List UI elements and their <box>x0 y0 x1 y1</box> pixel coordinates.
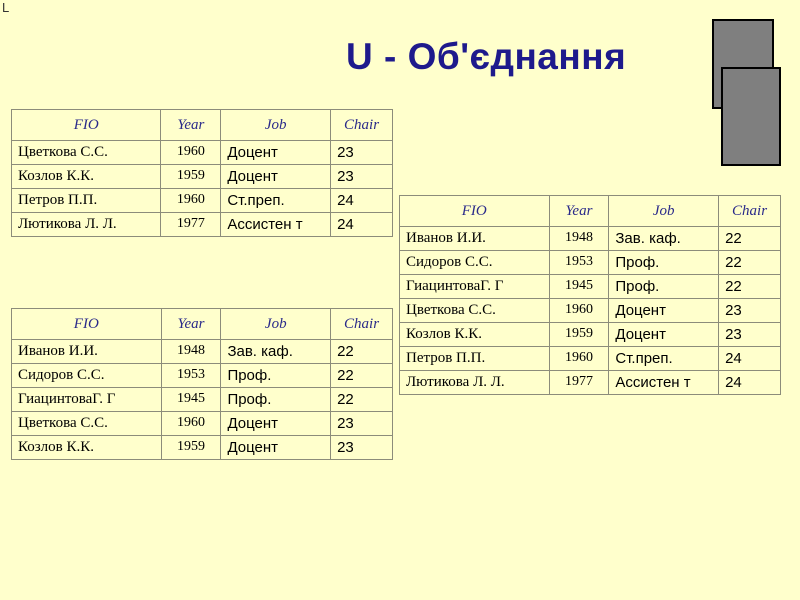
table-row <box>12 436 393 460</box>
header-fio: FIO <box>12 309 162 340</box>
table-row <box>12 412 393 436</box>
cell-chair: 24 <box>331 213 393 237</box>
cell-chair: 24 <box>719 371 781 395</box>
table-row <box>12 213 393 237</box>
cell-fio: Цветкова С.С. <box>12 141 161 165</box>
cell-year: 1953 <box>549 251 609 275</box>
cell-fio: Сидоров С.С. <box>12 364 162 388</box>
cell-fio: Козлов К.К. <box>400 323 550 347</box>
cell-year: 1977 <box>549 371 609 395</box>
cell-fio: Иванов И.И. <box>400 227 550 251</box>
page-title: U - Об'єднання <box>346 36 627 77</box>
cell-job: Доцент <box>609 323 719 347</box>
cell-year: 1960 <box>549 347 609 371</box>
header-chair: Chair <box>719 196 781 227</box>
cell-year: 1953 <box>161 364 221 388</box>
header-fio: FIO <box>400 196 550 227</box>
header-job: Job <box>221 110 331 141</box>
cell-year: 1977 <box>161 213 221 237</box>
cell-year: 1960 <box>549 299 609 323</box>
cell-fio: Цветкова С.С. <box>12 412 162 436</box>
table-row <box>400 299 781 323</box>
table-relation-1 <box>11 109 393 237</box>
header-year: Year <box>161 309 221 340</box>
cell-chair: 24 <box>719 347 781 371</box>
header-chair: Chair <box>331 110 393 141</box>
decorative-square <box>721 67 781 166</box>
cell-chair: 22 <box>719 251 781 275</box>
cell-chair: 23 <box>719 299 781 323</box>
table-row <box>400 251 781 275</box>
table-row <box>12 189 393 213</box>
cell-year: 1960 <box>161 189 221 213</box>
cell-year: 1959 <box>161 436 221 460</box>
table-row <box>12 364 393 388</box>
table-row <box>400 275 781 299</box>
cell-chair: 23 <box>331 412 393 436</box>
cell-fio: Иванов И.И. <box>12 340 162 364</box>
table-union-result <box>399 195 781 395</box>
cell-chair: 22 <box>331 340 393 364</box>
cell-job: Доцент <box>221 165 331 189</box>
cell-year: 1959 <box>161 165 221 189</box>
cell-year: 1945 <box>549 275 609 299</box>
cell-job: Доцент <box>221 436 331 460</box>
cell-fio: Сидоров С.С. <box>400 251 550 275</box>
table-row <box>12 340 393 364</box>
cell-job: Ст.преп. <box>609 347 719 371</box>
table-row <box>12 388 393 412</box>
cell-fio: Петров П.П. <box>400 347 550 371</box>
corner-mark: L <box>2 0 10 15</box>
cell-chair: 24 <box>331 189 393 213</box>
header-job: Job <box>609 196 719 227</box>
cell-chair: 22 <box>331 388 393 412</box>
cell-job: Проф. <box>221 388 331 412</box>
cell-year: 1948 <box>549 227 609 251</box>
cell-fio: ГиацинтоваГ. Г <box>400 275 550 299</box>
cell-job: Зав. каф. <box>609 227 719 251</box>
table-row <box>400 347 781 371</box>
cell-year: 1960 <box>161 412 221 436</box>
cell-chair: 23 <box>331 141 393 165</box>
cell-job: Проф. <box>609 251 719 275</box>
cell-year: 1945 <box>161 388 221 412</box>
cell-fio: Козлов К.К. <box>12 165 161 189</box>
table-row <box>400 371 781 395</box>
header-job: Job <box>221 309 331 340</box>
table-row <box>400 323 781 347</box>
cell-job: Проф. <box>221 364 331 388</box>
cell-fio: Петров П.П. <box>12 189 161 213</box>
table-relation-2 <box>11 308 393 460</box>
cell-year: 1948 <box>161 340 221 364</box>
cell-job: Ассистен т <box>221 213 331 237</box>
cell-chair: 23 <box>719 323 781 347</box>
cell-fio: Лютикова Л. Л. <box>400 371 550 395</box>
cell-job: Доцент <box>609 299 719 323</box>
cell-fio: Лютикова Л. Л. <box>12 213 161 237</box>
cell-fio: ГиацинтоваГ. Г <box>12 388 162 412</box>
cell-year: 1959 <box>549 323 609 347</box>
table-row <box>12 165 393 189</box>
header-year: Year <box>161 110 221 141</box>
table-row <box>12 141 393 165</box>
cell-chair: 23 <box>331 165 393 189</box>
cell-chair: 22 <box>719 275 781 299</box>
header-year: Year <box>549 196 609 227</box>
cell-fio: Козлов К.К. <box>12 436 162 460</box>
cell-job: Зав. каф. <box>221 340 331 364</box>
cell-chair: 22 <box>331 364 393 388</box>
cell-chair: 22 <box>719 227 781 251</box>
cell-year: 1960 <box>161 141 221 165</box>
cell-job: Доцент <box>221 141 331 165</box>
table-row <box>400 227 781 251</box>
header-chair: Chair <box>331 309 393 340</box>
cell-job: Ассистен т <box>609 371 719 395</box>
header-fio: FIO <box>12 110 161 141</box>
cell-chair: 23 <box>331 436 393 460</box>
cell-job: Доцент <box>221 412 331 436</box>
cell-fio: Цветкова С.С. <box>400 299 550 323</box>
cell-job: Ст.преп. <box>221 189 331 213</box>
cell-job: Проф. <box>609 275 719 299</box>
